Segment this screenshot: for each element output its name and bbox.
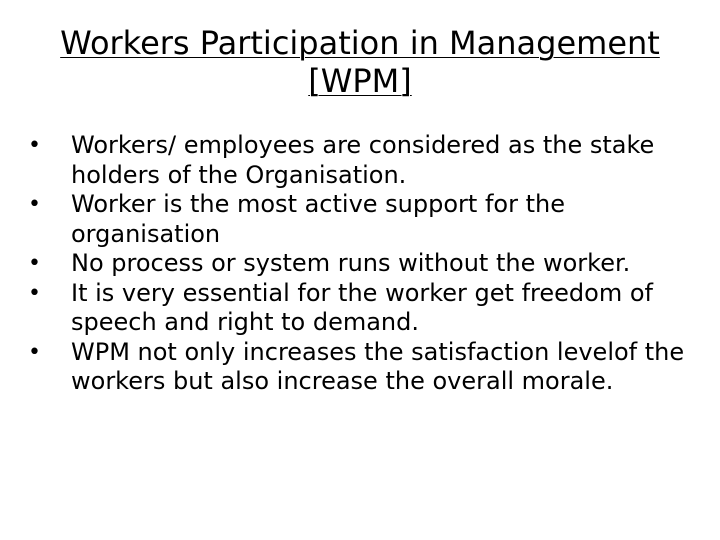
slide-title-line-2: [WPM] — [308, 62, 412, 100]
bullet-text: It is very essential for the worker get freedom of speech and right to demand. — [71, 278, 653, 336]
bullet-text: WPM not only increases the satisfaction levelof the workers but also increase the overall morale. — [71, 337, 685, 395]
bullet-icon: • — [28, 280, 41, 306]
bullet-icon: • — [28, 192, 41, 217]
bullet-item — [28, 131, 698, 190]
bullet-icon: • — [28, 339, 41, 365]
bullet-item — [28, 249, 698, 279]
bullet-text: No process or system runs without the worker. — [71, 249, 631, 277]
bullet-item — [28, 190, 698, 249]
slide-title — [36, 24, 684, 100]
bullet-icon: • — [28, 133, 41, 158]
bullet-item — [28, 279, 698, 338]
bullet-icon: • — [28, 251, 41, 276]
slide-title-line-1: Workers Participation in Management — [60, 24, 660, 62]
bullet-item — [28, 338, 698, 397]
bullet-text: Workers/ employees are considered as the stake holders of the Organisation. — [71, 131, 655, 189]
bullet-list — [28, 131, 698, 397]
bullet-text: Worker is the most active support for the organisation — [71, 190, 565, 248]
